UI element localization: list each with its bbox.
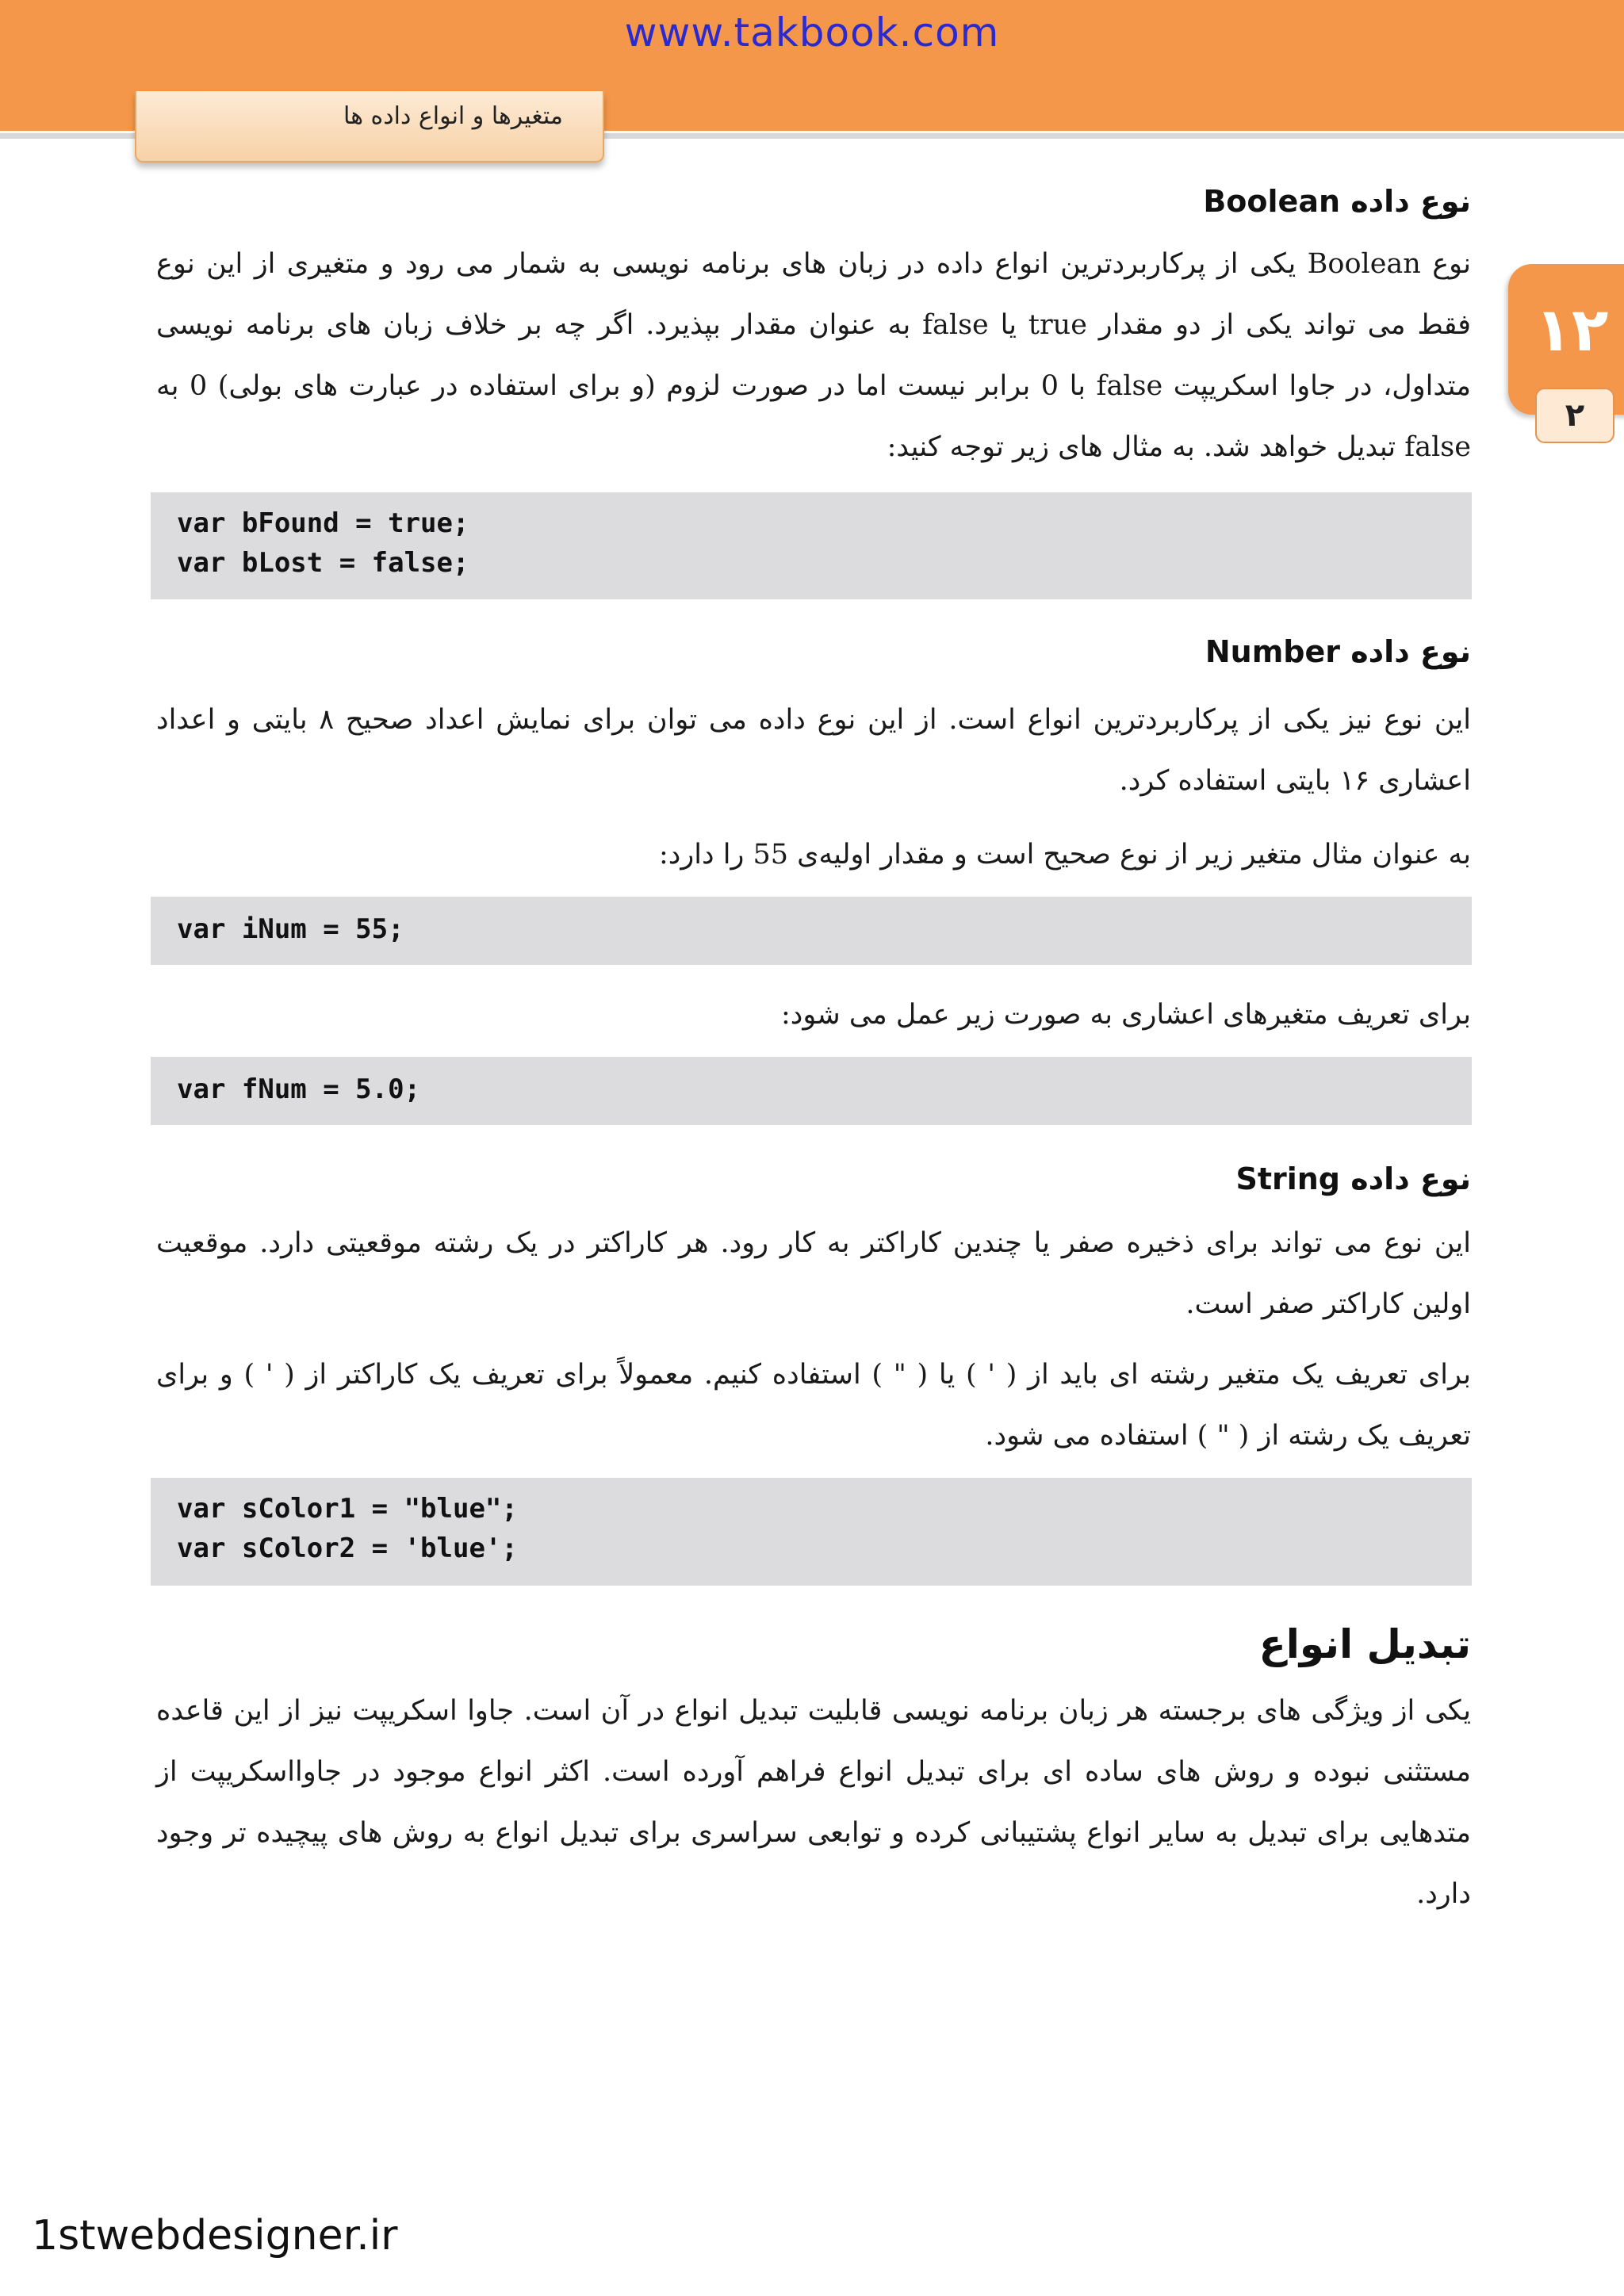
number-paragraph-2: به عنوان مثال متغیر زیر از نوع صحیح است و مقدار اولیه‌ی 55 را دارد: bbox=[659, 839, 1471, 871]
chapter-number: ۱۲ bbox=[1534, 294, 1609, 365]
conversion-heading: تبدیل انواع bbox=[1258, 1621, 1471, 1667]
site-url[interactable]: www.takbook.com bbox=[624, 10, 1000, 55]
number-paragraph-1: این نوع نیز یکی از پرکاربردترین انواع است. از این نوع داده می توان برای نمایش اعداد صحیح ۸ بایتی و اعداد اعشاری ۱۶ بایتی استفاده کرد. bbox=[156, 704, 1471, 797]
chapter-tab bbox=[135, 91, 604, 163]
number-paragraph-3: برای تعریف متغیرهای اعشاری به صورت زیر عمل می شود: bbox=[780, 999, 1471, 1031]
string-code-block: var sColor1 = "blue"; var sColor2 = 'blue'; bbox=[151, 1478, 1472, 1586]
string-paragraph-1: این نوع می تواند برای ذخیره صفر یا چندین کاراکتر به کار رود. هر کاراکتر در یک رشته موقعیتی دارد. موقعیت اولین کاراکتر صفر است. bbox=[156, 1227, 1471, 1320]
boolean-paragraph: نوع Boolean یکی از پرکاربردترین انواع داده در زبان های برنامه نویسی به شمار می رود و متغیری از این نوع فقط می تواند یکی از دو مقدار true یا false به عنوان مقدار بپذیرد. اگر چه بر خلاف زبان های برنامه نویسی متداول، در جاوا اسکریپت false با 0 برابر نیست اما در صورت لزوم (و برای استفاده در عبارت های بولی) 0 به false تبدیل خواهد شد. به مثال های زیر توجه کنید: bbox=[156, 248, 1472, 463]
conversion-paragraph: یکی از ویژگی های برجسته هر زبان برنامه نویسی قابلیت تبدیل انواع در آن است. جاوا اسکریپت نیز از این قاعده مستثنی نبوده و روش های ساده ای برای تبدیل انواع فراهم آورده است. اکثر انواع موجود در جاوااسکریپت از متدهایی برای تبدیل به سایر انواع پشتیبانی کرده و توابعی سراسری برای تبدیل انواع به روش های پیچیده تر وجود دارد. bbox=[156, 1695, 1471, 1910]
chapter-tab-label: متغیرها و انواع داده ها bbox=[343, 102, 563, 130]
number-code-block-1: var iNum = 55; bbox=[151, 897, 1472, 965]
footer-watermark: 1stwebdesigner.ir bbox=[32, 2212, 398, 2260]
string-heading: نوع داده String bbox=[1235, 1161, 1471, 1196]
boolean-code-block: var bFound = true; var bLost = false; bbox=[151, 492, 1472, 599]
string-paragraph-2: برای تعریف یک متغیر رشته ای باید از ( ' ) یا ( " ) استفاده کنیم. معمولاً برای تعریف یک کاراکتر از ( ' ) و برای تعریف یک رشته از ( " ) استفاده می شود. bbox=[156, 1359, 1471, 1452]
section-number: ۲ bbox=[1535, 388, 1614, 443]
number-heading: نوع داده Number bbox=[1205, 634, 1471, 669]
number-code-block-2: var fNum = 5.0; bbox=[151, 1057, 1472, 1125]
boolean-heading: نوع داده Boolean bbox=[1203, 184, 1471, 219]
chapter-badge bbox=[1508, 264, 1624, 434]
